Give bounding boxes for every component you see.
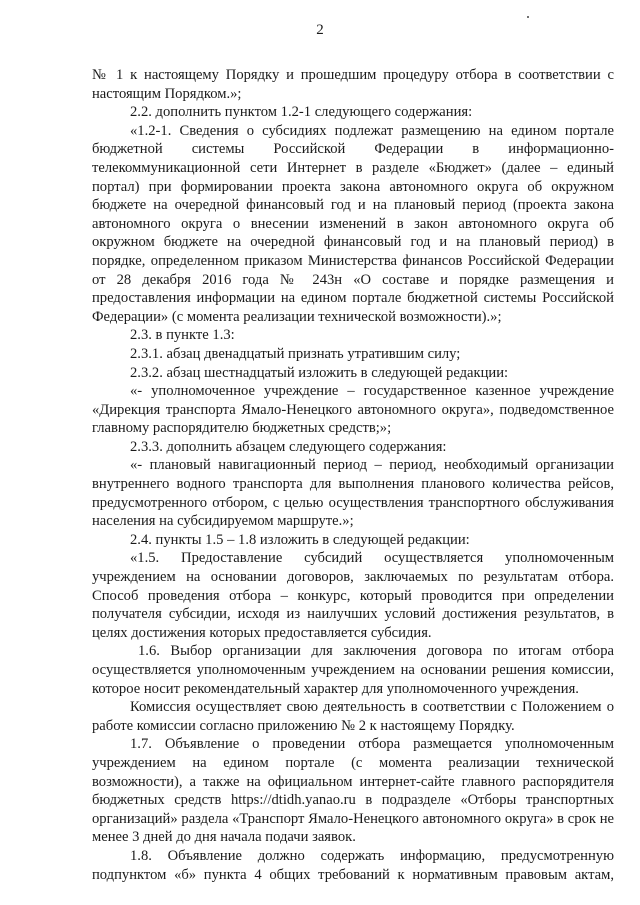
paragraph: 2.4. пункты 1.5 – 1.8 изложить в следующей редакции: bbox=[130, 531, 470, 548]
scan-speck bbox=[527, 16, 529, 18]
paragraph: 2.3.1. абзац двенадцатый признать утратившим силу; bbox=[130, 345, 461, 362]
paragraph: «1.5. Предоставление субсидий осуществляется уполномоченным учреждением на основании договоров, заключаемых по результатам отбора. Способ проведения отбора – конкурс, который проводится при определении получателя субсидии, исходя из наилучших условий достижения результатов, в целях достижения которых предоставляется субсидия. bbox=[92, 550, 614, 641]
paragraph: № 1 к настоящему Порядку и прошедшим процедуру отбора в соответствии с настоящим Порядком.»; bbox=[92, 67, 614, 102]
page-number: 2 bbox=[316, 22, 324, 38]
paragraph: Комиссия осуществляет свою деятельность в соответствии с Положением о работе комиссии согласно приложению № 2 к настоящему Порядку. bbox=[92, 699, 614, 734]
paragraph: «- уполномоченное учреждение – государственное казенное учреждение «Дирекция транспорта Ямало-Ненецкого автономного округа», подведомственное главному распорядителю бюджетных средств;»; bbox=[92, 383, 614, 437]
paragraph: «- плановый навигационный период – период, необходимый организации внутреннего водного транспорта для выполнения планового количества рейсов, предусмотренного отбором, с целью осуществления транспортного обслуживания населения на субсидируемом маршруте.»; bbox=[92, 457, 614, 530]
paragraph: «1.2-1. Сведения о субсидиях подлежат размещению на едином портале бюджетной системы Российской Федерации в информационно-телекоммуникационной сети Интернет в разделе «Бюджет» (далее – единый портал) при формировании проекта закона автономного округа об окружном бюджете на очередной финансовый год и на плановый период (проекта закона автономного округа о внесении изменений в закон автономного округа об окружном бюджете на очередной финансовый год и на плановый период) в порядке, определенном приказом Министерства финансов Российской Федерации от 28 декабря 2016 года № 243н «О составе и порядке размещения и предоставления информации на едином портале бюджетной системы Российской Федерации» (с момента реализации технической возможности).»; bbox=[92, 122, 614, 325]
paragraph: 1.7. Объявление о проведении отбора размещается уполномоченным учреждением на едином портале (с момента реализации технической возможности), а также на официальном интернет-сайте главного распорядителя бюджетных средств https://dtidh.yanao.ru в подразделе «Отборы транспортных организаций» раздела «Транспорт Ямало-Ненецкого автономного округа» в срок не менее 3 дней до дня начала подачи заявок. bbox=[92, 736, 614, 846]
paragraph: 2.2. дополнить пунктом 1.2-1 следующего содержания: bbox=[130, 104, 473, 121]
paragraph: 1.6. Выбор организации для заключения договора по итогам отбора осуществляется уполномоченным учреждением на основании решения комиссии, которое носит рекомендательный характер для уполномоченного учреждения. bbox=[92, 643, 614, 697]
document-body bbox=[92, 66, 614, 884]
paragraph: 2.3.2. абзац шестнадцатый изложить в следующей редакции: bbox=[130, 364, 509, 381]
paragraph: 2.3.3. дополнить абзацем следующего содержания: bbox=[130, 438, 447, 455]
paragraph: 1.8. Объявление должно содержать информацию, предусмотренную подпунктом «б» пункта 4 общих требований к нормативным правовым актам, bbox=[92, 847, 614, 883]
paragraph: 2.3. в пункте 1.3: bbox=[130, 327, 235, 344]
